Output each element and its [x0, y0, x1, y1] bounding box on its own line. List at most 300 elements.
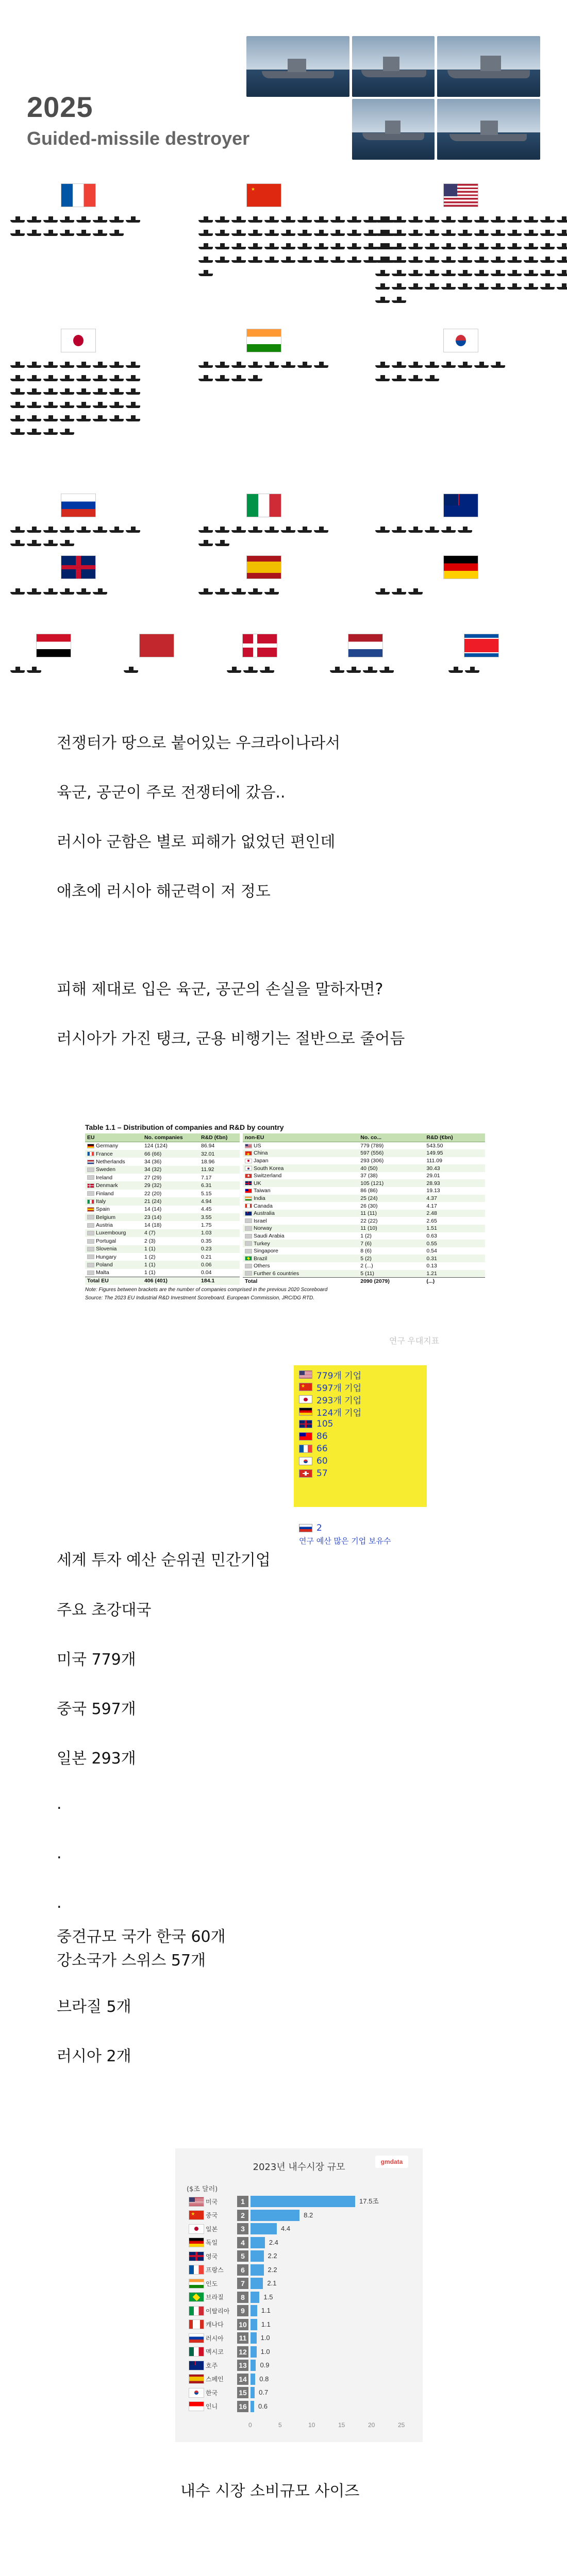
rd-source: Source: The 2023 EU Industrial R&D Investment Scoreboard. European Commission, JRC/DG RTD. [85, 1295, 314, 1301]
flag-icon [245, 1271, 252, 1276]
market-row [189, 2237, 248, 2248]
cell-text: 66 (66) [144, 1150, 162, 1157]
cell-text: 1.75 [201, 1222, 212, 1229]
destroyer-icon [227, 666, 241, 673]
table-cell [243, 1195, 358, 1202]
table-cell [85, 1229, 142, 1237]
destroyer-icon [109, 414, 124, 421]
destroyer-icon [93, 215, 107, 223]
destroyer-icon [425, 374, 439, 381]
destroyer-icon [392, 229, 406, 236]
table-total-row [85, 1277, 240, 1285]
table-cell [85, 1245, 142, 1253]
destroyer-icon [231, 361, 246, 368]
cell-text: Taiwan [254, 1188, 271, 1194]
destroyer-icon [375, 282, 390, 290]
table-row [85, 1261, 240, 1268]
gmdata-logo: gmdata [375, 2156, 408, 2168]
table-cell [85, 1190, 142, 1197]
text2-line-11: 브라질 5개 [57, 1998, 131, 2016]
destroyer-icon [231, 215, 246, 223]
bar-value-label: 1.0 [260, 2347, 270, 2355]
destroyer-icon [441, 229, 456, 236]
destroyer-icon [392, 374, 406, 381]
destroyer-icon [231, 256, 246, 263]
destroyer-icon [281, 242, 295, 249]
destroyer-icon [491, 215, 505, 223]
destroyer-icon [314, 256, 328, 263]
cell-text: 124 (124) [144, 1143, 168, 1149]
company-count-footer: 연구 예산 많은 기업 보유수 [299, 1536, 391, 1546]
flag-icon: ★ [189, 2210, 204, 2220]
flag-icon [299, 1457, 312, 1465]
table-cell [424, 1270, 485, 1278]
destroyer-icon [27, 526, 41, 533]
destroyer-icon [314, 242, 328, 249]
destroyer-icon [425, 526, 439, 533]
destroyer-icon [198, 539, 213, 546]
destroyer-icon [10, 666, 25, 673]
table-cell: Total [243, 1277, 358, 1285]
destroyer-icon [507, 215, 522, 223]
destroyer-icon [10, 526, 25, 533]
flag-icon [245, 1189, 252, 1193]
market-row [189, 2387, 248, 2398]
flag-icon [245, 1226, 252, 1231]
destroyer-icon [264, 361, 279, 368]
market-bar [251, 2360, 256, 2371]
ship-icon-grid [375, 587, 505, 598]
rank-badge: 4 [237, 2237, 248, 2248]
company-count: 293개 기업 [316, 1395, 362, 1406]
destroyer-icon [458, 269, 472, 276]
destroyer-icon [458, 256, 472, 263]
cell-text: 149.95 [426, 1150, 443, 1157]
flag-icon [87, 1191, 94, 1196]
table-total-row [243, 1277, 485, 1285]
cell-text: Germany [96, 1143, 119, 1149]
destroyer-icon [126, 374, 140, 381]
rank-badge: 6 [237, 2264, 248, 2276]
destroyer-icon [248, 215, 262, 223]
destroyer-icon [281, 526, 295, 533]
ship-icon-grid [198, 526, 328, 549]
cell-text: 25 (24) [360, 1195, 378, 1201]
country-name: 프랑스 [206, 2266, 224, 2274]
destroyer-icon [248, 526, 262, 533]
table-cell [142, 1253, 199, 1261]
table-cell [85, 1221, 142, 1229]
text2-line-5: 일본 293개 [57, 1750, 136, 1768]
cell-text: Saudi Arabia [254, 1232, 285, 1239]
cell-text: India [254, 1195, 265, 1201]
cell-text: 86 (86) [360, 1188, 378, 1194]
destroyer-icon [231, 229, 246, 236]
destroyer-icon [441, 215, 456, 223]
table-cell [424, 1217, 485, 1225]
destroyer-icon [264, 587, 279, 595]
destroyer-icon [375, 242, 390, 249]
table-row [85, 1213, 240, 1221]
cell-text: 29.01 [426, 1173, 440, 1179]
flag-icon [189, 2333, 204, 2343]
axis-tick-label: 0 [248, 2421, 252, 2429]
ship-photo-4 [352, 99, 435, 160]
flag-icon [299, 1432, 312, 1440]
destroyer-icon [408, 215, 423, 223]
cell-text: 28.93 [426, 1180, 440, 1187]
cell-text: 8 (6) [360, 1248, 372, 1255]
table-cell [424, 1240, 485, 1247]
table-cell [199, 1174, 240, 1181]
table-row [85, 1158, 240, 1165]
company-count-row [299, 1405, 422, 1418]
country-name: 인도 [206, 2280, 218, 2287]
rd-table-non-eu [243, 1133, 485, 1285]
bar-value-label: 2.2 [268, 2252, 277, 2260]
market-bar [251, 2401, 254, 2412]
flag-icon [245, 1144, 252, 1148]
ship-icon-grid [375, 215, 567, 306]
flag-icon [246, 555, 281, 579]
cell-text: 0.31 [426, 1255, 437, 1262]
destroyer-icon [474, 282, 489, 290]
table-cell [142, 1166, 199, 1174]
table-cell [424, 1157, 485, 1165]
destroyer-icon [425, 269, 439, 276]
table-row [85, 1269, 240, 1277]
destroyer-icon [43, 374, 58, 381]
destroyer-icon [474, 269, 489, 276]
flag-icon [189, 2361, 204, 2370]
destroyer-icon [491, 269, 505, 276]
market-bar [251, 2250, 264, 2262]
ship-icon-grid [198, 215, 394, 279]
flag-icon [87, 1167, 94, 1172]
destroyer-icon [76, 229, 91, 236]
cell-text: 34 (36) [144, 1158, 162, 1165]
destroyer-icon [458, 282, 472, 290]
bar-value-label: 0.7 [259, 2388, 269, 2396]
destroyer-icon [248, 229, 262, 236]
text2-line-2: 주요 초강대국 [57, 1601, 152, 1619]
table-row [85, 1166, 240, 1174]
market-bar [251, 2278, 263, 2289]
destroyer-icon [507, 229, 522, 236]
table-cell [358, 1142, 424, 1150]
market-row [189, 2250, 248, 2262]
cell-text: Norway [254, 1225, 272, 1232]
cell-text: US [254, 1143, 261, 1149]
rd-header: R&D (€bn) [424, 1133, 485, 1142]
destroyer-icon [441, 242, 456, 249]
table-cell [243, 1187, 358, 1195]
destroyer-icon [198, 526, 213, 533]
flag-icon [245, 1159, 252, 1163]
market-row [189, 2292, 248, 2303]
table-cell: 406 (401) [142, 1277, 199, 1285]
cell-text: Canada [254, 1202, 273, 1209]
table-cell [358, 1210, 424, 1217]
cell-text: Denmark [96, 1182, 118, 1189]
destroyer-icon [441, 282, 456, 290]
ship-icon-grid [10, 361, 140, 438]
table-cell [142, 1174, 199, 1181]
destroyer-icon [27, 361, 41, 368]
cell-text: 21 (24) [144, 1198, 162, 1205]
table-cell [424, 1187, 485, 1195]
destroyer-icon [264, 526, 279, 533]
table-cell [243, 1262, 358, 1270]
destroyer-icon [215, 361, 229, 368]
destroyer-icon [347, 242, 361, 249]
destroyer-icon [93, 401, 107, 408]
destroyer-icon [540, 282, 555, 290]
destroyer-icon [491, 229, 505, 236]
company-count-box [294, 1365, 427, 1546]
cell-text: Ireland [96, 1174, 113, 1181]
destroyer-icon [465, 666, 479, 673]
destroyer-icon [43, 229, 58, 236]
flag-icon [299, 1445, 312, 1453]
table-row [85, 1229, 240, 1237]
destroyer-icon [330, 242, 345, 249]
flag-icon [443, 329, 478, 352]
ship-photo-2 [352, 36, 435, 97]
table-row [243, 1225, 485, 1232]
table-cell [358, 1164, 424, 1172]
cell-text: 0.55 [426, 1240, 437, 1247]
flag-icon [189, 2251, 204, 2261]
table-cell [424, 1149, 485, 1157]
destroyer-icon [408, 242, 423, 249]
watermark: 연구 우대지표 [389, 1337, 440, 1346]
bar-value-label: 8.2 [304, 2211, 313, 2219]
table-cell [358, 1270, 424, 1278]
bar-value-label: 1.1 [261, 2320, 271, 2328]
destroyer-icon [60, 587, 74, 595]
destroyer-icon [408, 282, 423, 290]
cell-text: 105 (121) [360, 1180, 384, 1187]
company-count: 66 [316, 1444, 328, 1454]
country-name: 호주 [206, 2362, 218, 2369]
text2-line-9: 중견규모 국가 한국 60개 [57, 1928, 226, 1946]
rd-header: No. companies [142, 1133, 199, 1142]
text2-line-7: . [57, 1844, 62, 1862]
rank-badge: 7 [237, 2278, 248, 2289]
cell-text: 4.17 [426, 1202, 437, 1209]
flag-icon [87, 1223, 94, 1228]
table-cell [358, 1262, 424, 1270]
destroyer-icon [557, 256, 567, 263]
text-line-1: 전쟁터가 땅으로 붙어있는 우크라이나라서 [57, 734, 341, 752]
destroyer-icon [379, 666, 394, 673]
flag-icon [299, 1395, 312, 1403]
destroyer-icon [363, 666, 377, 673]
table-cell [199, 1269, 240, 1277]
flag-icon [245, 1181, 252, 1185]
text-line-4: 애초에 러시아 해군력이 저 정도 [57, 883, 271, 901]
flag-icon [139, 634, 174, 657]
cell-text: China [254, 1150, 268, 1157]
flag-icon [245, 1218, 252, 1223]
flag-icon [245, 1234, 252, 1239]
destroyer-icon [264, 256, 279, 263]
table-cell [199, 1190, 240, 1197]
table-cell [142, 1245, 199, 1253]
cell-text: 1.51 [426, 1225, 437, 1232]
destroyer-icon [60, 229, 74, 236]
destroyer-icon [198, 361, 213, 368]
cell-text: 0.23 [201, 1246, 212, 1252]
company-count: 57 [316, 1468, 328, 1479]
destroyer-icon [347, 215, 361, 223]
destroyer-icon [425, 256, 439, 263]
cell-text: 1 (2) [144, 1253, 156, 1260]
destroyer-icon [27, 428, 41, 435]
destroyer-icon [43, 428, 58, 435]
table-cell [142, 1150, 199, 1158]
country-name: 미국 [206, 2198, 218, 2206]
flag-icon [87, 1207, 94, 1212]
company-count-row [299, 1393, 422, 1405]
cell-text: Italy [96, 1198, 106, 1205]
market-bar [251, 2387, 255, 2398]
destroyer-icon [392, 526, 406, 533]
cell-text: 1.03 [201, 1230, 212, 1236]
destroyer-icon [43, 215, 58, 223]
destroyer-icon [248, 361, 262, 368]
cell-text: 40 (50) [360, 1165, 378, 1172]
table-cell [243, 1202, 358, 1210]
market-row [189, 2278, 248, 2289]
destroyer-icon [557, 229, 567, 236]
cell-text: Australia [254, 1210, 275, 1217]
destroyer-icon [76, 414, 91, 421]
destroyer-icon [215, 215, 229, 223]
company-count-row [299, 1467, 422, 1480]
cell-text: 18.96 [201, 1158, 215, 1165]
rank-badge: 2 [237, 2210, 248, 2221]
company-count-row [299, 1455, 422, 1467]
cell-text: 30.43 [426, 1165, 440, 1172]
rank-badge: 14 [237, 2374, 248, 2385]
flag-icon [299, 1370, 312, 1379]
destroyer-icon [198, 374, 213, 381]
table-row [85, 1221, 240, 1229]
destroyer-icon [76, 361, 91, 368]
destroyer-icon [215, 539, 229, 546]
bar-value-label: 0.6 [258, 2402, 268, 2410]
destroyer-icon [375, 229, 390, 236]
company-count: 779개 기업 [316, 1370, 362, 1381]
destroyer-icon [392, 256, 406, 263]
destroyer-icon [491, 256, 505, 263]
table-row [243, 1179, 485, 1187]
destroyer-icon [458, 361, 472, 368]
destroyer-icon [524, 242, 538, 249]
table-cell [358, 1179, 424, 1187]
destroyer-icon [198, 242, 213, 249]
flag-icon [189, 2265, 204, 2275]
rank-badge: 12 [237, 2346, 248, 2358]
market-bar [251, 2210, 299, 2221]
flag-icon [299, 1469, 312, 1478]
country-name: 영국 [206, 2252, 218, 2260]
cell-text: 4.45 [201, 1206, 212, 1213]
destroyer-icon [281, 361, 295, 368]
table-cell [424, 1210, 485, 1217]
flag-icon [87, 1215, 94, 1219]
destroyer-icon [27, 387, 41, 395]
destroyer-icon [314, 229, 328, 236]
destroyer-icon [297, 526, 312, 533]
table-row [243, 1142, 485, 1150]
rank-badge: 8 [237, 2292, 248, 2303]
destroyer-icon [458, 242, 472, 249]
destroyer-icon [264, 242, 279, 249]
table-cell [199, 1237, 240, 1245]
destroyer-icon [375, 374, 390, 381]
destroyer-icon [474, 256, 489, 263]
destroyer-icon [524, 282, 538, 290]
destroyer-icon [540, 242, 555, 249]
country-north-korea [0, 21, 35, 44]
flag-icon [189, 2238, 204, 2247]
cell-text: 1 (2) [360, 1232, 372, 1239]
destroyer-icon [10, 215, 25, 223]
table-cell [199, 1229, 240, 1237]
table-cell [243, 1179, 358, 1187]
flag-icon [189, 2197, 204, 2207]
destroyer-icon [375, 269, 390, 276]
cell-text: 14 (14) [144, 1206, 162, 1213]
flag-icon [61, 494, 96, 517]
ship-icon-grid [198, 587, 328, 598]
cell-text: 0.54 [426, 1248, 437, 1255]
destroyer-icon [314, 361, 328, 368]
flag-icon [87, 1199, 94, 1204]
cell-text: Belgium [96, 1214, 115, 1221]
country-name: 멕시코 [206, 2348, 224, 2355]
cell-text: 2 (3) [144, 1238, 156, 1244]
destroyer-icon [474, 361, 489, 368]
country-name: 독일 [206, 2239, 218, 2246]
cell-text: Malta [96, 1269, 109, 1276]
rd-header: EU [85, 1133, 142, 1142]
destroyer-icon [441, 526, 456, 533]
table-cell [142, 1181, 199, 1189]
destroyer-icon [43, 539, 58, 546]
destroyer-icon [557, 282, 567, 290]
cell-text: Brazil [254, 1255, 268, 1262]
flag-icon [245, 1166, 252, 1171]
cell-text: 111.09 [426, 1157, 442, 1164]
country-name: 스페인 [206, 2376, 224, 2383]
ship-icon-grid [124, 666, 188, 676]
destroyer-icon [491, 361, 505, 368]
destroyer-icon [43, 587, 58, 595]
flag-icon: ★ [246, 183, 281, 207]
table-cell [199, 1213, 240, 1221]
table-cell [358, 1202, 424, 1210]
destroyer-icon [248, 256, 262, 263]
cell-text: 34 (32) [144, 1166, 162, 1173]
destroyer-icon [43, 387, 58, 395]
destroyer-icon [231, 587, 246, 595]
table-cell [358, 1240, 424, 1247]
destroyer-icon [76, 587, 91, 595]
